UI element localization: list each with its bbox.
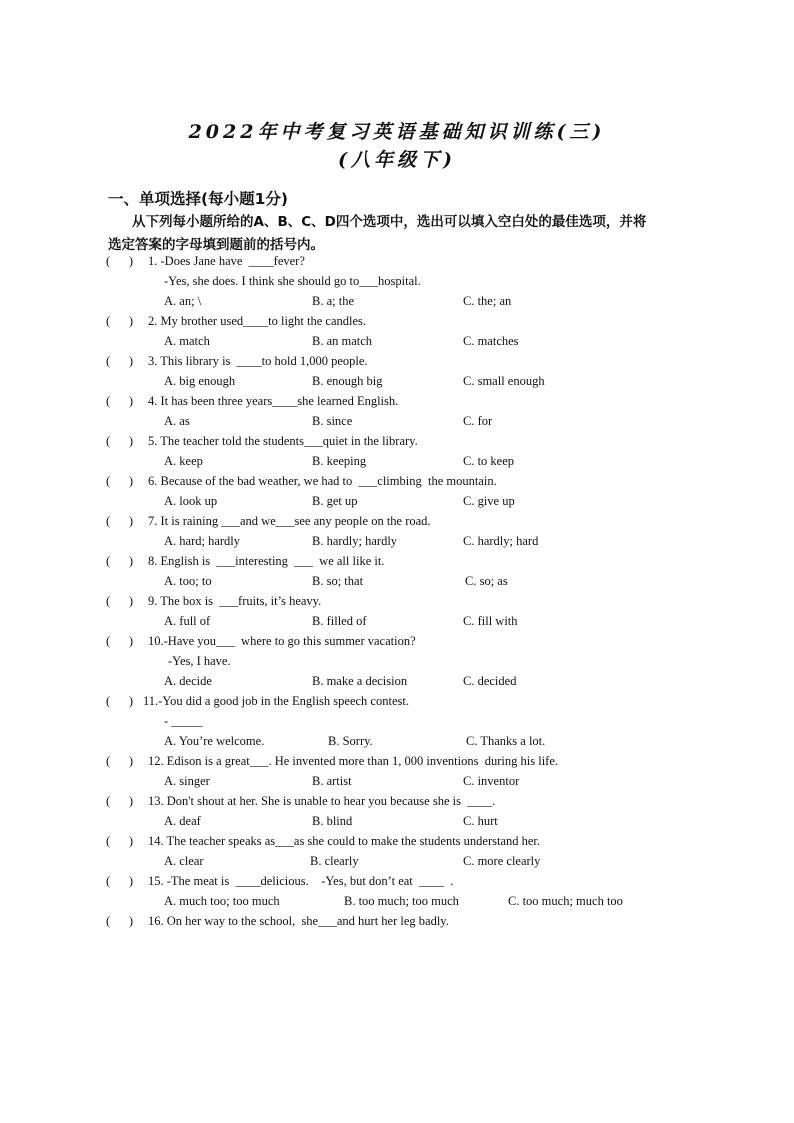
question-stem: 12. Edison is a great___. He invented more than 1, 000 inventions during his life.: [148, 754, 558, 768]
question-stem: 4. It has been three years____she learned English.: [148, 394, 399, 408]
question-stem-reply: -Yes, she does. I think she should go to___hospital.: [164, 274, 421, 288]
answer-bracket[interactable]: ( ): [106, 914, 134, 928]
option-a[interactable]: A. big enough: [164, 374, 236, 388]
answer-bracket[interactable]: ( ): [106, 834, 134, 848]
option-a[interactable]: A. an; \: [164, 294, 202, 308]
section-heading: 一、单项选择(每小题1分): [108, 190, 288, 208]
option-a[interactable]: A. hard; hardly: [164, 534, 241, 548]
option-b[interactable]: B. too much; too much: [344, 894, 459, 908]
option-a[interactable]: A. too; to: [164, 574, 212, 588]
option-c[interactable]: C. hurt: [463, 814, 498, 828]
option-c[interactable]: C. fill with: [463, 614, 518, 628]
question-stem: 5. The teacher told the students___quiet in the library.: [148, 434, 418, 448]
option-b[interactable]: B. blind: [312, 814, 353, 828]
question-stem: 7. It is raining ___and we___see any people on the road.: [148, 514, 431, 528]
answer-bracket[interactable]: ( ): [106, 354, 134, 368]
question-stem: 9. The box is ___fruits, it’s heavy.: [148, 594, 322, 608]
option-b[interactable]: B. make a decision: [312, 674, 408, 688]
option-b[interactable]: B. filled of: [312, 614, 367, 628]
option-a[interactable]: A. You’re welcome.: [164, 734, 265, 748]
option-c[interactable]: C. Thanks a lot.: [466, 734, 546, 748]
option-a[interactable]: A. as: [164, 414, 190, 428]
option-a[interactable]: A. match: [164, 334, 210, 348]
answer-bracket[interactable]: ( ): [106, 434, 134, 448]
question-stem: 14. The teacher speaks as___as she could to make the students understand her.: [148, 834, 541, 848]
question-stem: 11.-You did a good job in the English speech contest.: [143, 694, 409, 708]
option-c[interactable]: C. the; an: [463, 294, 512, 308]
option-b[interactable]: B. enough big: [312, 374, 383, 388]
question-stem: 13. Don't shout at her. She is unable to hear you because she is ____.: [148, 794, 496, 808]
option-a[interactable]: A. full of: [164, 614, 211, 628]
instruction-line-2: 选定答案的字母填到题前的括号内。: [108, 237, 324, 253]
option-c[interactable]: C. give up: [463, 494, 515, 508]
option-a[interactable]: A. deaf: [164, 814, 201, 828]
question-stem: 10.-Have you___ where to go this summer vacation?: [148, 634, 416, 648]
option-c[interactable]: C. hardly; hard: [463, 534, 539, 548]
question-stem: 2. My brother used____to light the candles.: [148, 314, 367, 328]
option-a[interactable]: A. clear: [164, 854, 204, 868]
answer-bracket[interactable]: ( ): [106, 874, 134, 888]
option-c[interactable]: C. small enough: [463, 374, 545, 388]
option-b[interactable]: B. since: [312, 414, 353, 428]
option-c[interactable]: C. decided: [463, 674, 517, 688]
exam-subtitle: (八年级下): [338, 149, 456, 171]
answer-bracket[interactable]: ( ): [106, 474, 134, 488]
question-stem: 1. -Does Jane have ____fever?: [148, 254, 305, 268]
answer-bracket[interactable]: ( ): [106, 594, 134, 608]
option-b[interactable]: B. clearly: [310, 854, 359, 868]
option-b[interactable]: B. hardly; hardly: [312, 534, 398, 548]
option-b[interactable]: B. a; the: [312, 294, 355, 308]
option-b[interactable]: B. artist: [312, 774, 352, 788]
option-c[interactable]: C. matches: [463, 334, 519, 348]
answer-bracket[interactable]: ( ): [106, 794, 134, 808]
option-a[interactable]: A. keep: [164, 454, 203, 468]
answer-bracket[interactable]: ( ): [106, 514, 134, 528]
option-c[interactable]: C. too much; much too: [508, 894, 623, 908]
option-c[interactable]: C. more clearly: [463, 854, 541, 868]
answer-bracket[interactable]: ( ): [106, 694, 134, 708]
answer-bracket[interactable]: ( ): [106, 554, 134, 568]
option-c[interactable]: C. for: [463, 414, 493, 428]
question-stem: 8. English is ___interesting ___ we all like it.: [148, 554, 385, 568]
answer-bracket[interactable]: ( ): [106, 634, 134, 648]
question-stem: 6. Because of the bad weather, we had to ___climbing the mountain.: [148, 474, 497, 488]
option-a[interactable]: A. much too; too much: [164, 894, 280, 908]
option-b[interactable]: B. so; that: [312, 574, 364, 588]
exam-title: 2022年中考复习英语基础知识训练(三): [188, 121, 606, 143]
answer-bracket[interactable]: ( ): [106, 394, 134, 408]
option-c[interactable]: C. to keep: [463, 454, 515, 468]
question-stem: 15. -The meat is ____delicious. -Yes, but don’t eat ____ .: [148, 874, 454, 888]
answer-bracket[interactable]: ( ): [106, 754, 134, 768]
option-c[interactable]: C. inventor: [463, 774, 520, 788]
answer-bracket[interactable]: ( ): [106, 254, 134, 268]
option-c[interactable]: C. so; as: [465, 574, 508, 588]
option-b[interactable]: B. keeping: [312, 454, 367, 468]
option-b[interactable]: B. Sorry.: [328, 734, 373, 748]
question-stem-reply: - _____: [164, 714, 203, 728]
option-a[interactable]: A. decide: [164, 674, 212, 688]
option-a[interactable]: A. look up: [164, 494, 218, 508]
option-b[interactable]: B. an match: [312, 334, 373, 348]
option-b[interactable]: B. get up: [312, 494, 358, 508]
question-stem: 3. This library is ____to hold 1,000 people.: [148, 354, 368, 368]
question-stem: 16. On her way to the school, she___and hurt her leg badly.: [148, 914, 449, 928]
question-stem-reply: -Yes, I have.: [168, 654, 231, 668]
answer-bracket[interactable]: ( ): [106, 314, 134, 328]
instruction-line-1: 从下列每小题所给的A、B、C、D四个选项中，选出可以填入空白处的最佳选项，并将: [132, 214, 647, 230]
option-a[interactable]: A. singer: [164, 774, 210, 788]
